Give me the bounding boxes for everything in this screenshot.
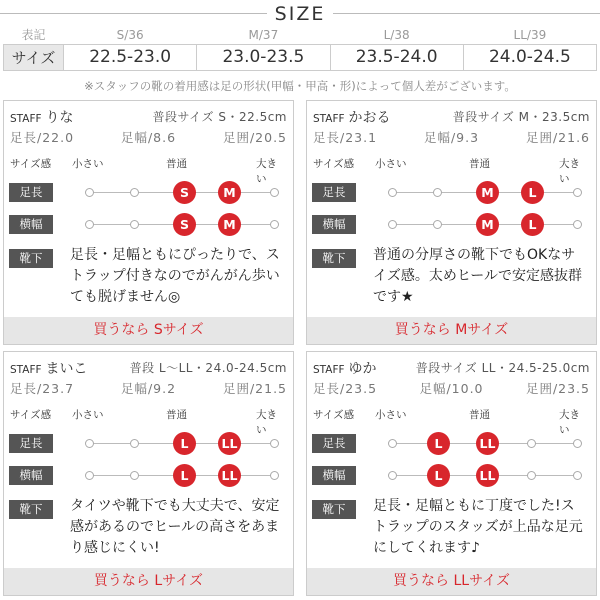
usual-size: 普段サイズ LL・24.5-25.0cm [415,361,590,375]
scale-header [313,156,590,185]
row-label-length: 足長 [9,183,53,202]
scale-dot [270,220,279,229]
scale-caption: サイズ感 [10,409,52,421]
scale-small: 小さい [375,409,407,421]
measurement: 足囲/23.5 [525,381,590,396]
staff-name: かおる [348,110,391,126]
size-marker: LL [218,432,241,455]
scale-dot [573,220,582,229]
size-marker: L [173,432,196,455]
recommended-size: 買うなら Mサイズ [307,317,596,344]
row-label-socks: 靴下 [9,249,53,268]
size-value-ll: 24.0-24.5 [463,44,596,70]
scale-dot [130,188,139,197]
scale-normal: 普通 [469,409,490,421]
scale-dot [573,471,582,480]
size-title [0,3,600,25]
row-label-length: 足長 [9,434,53,453]
scale-small: 小さい [72,158,104,170]
staff-label: STAFF [10,113,42,125]
recommended-size: 買うなら LLサイズ [307,568,596,595]
scale-dot [573,188,582,197]
row-label-length: 足長 [312,183,356,202]
measurement: 足囲/21.5 [222,381,287,396]
scale-small: 小さい [375,158,407,170]
scale-large: 大きい [256,409,277,436]
staff-name: まいこ [45,361,88,377]
size-marker: L [427,464,450,487]
header-s: S/36 [116,27,144,42]
usual-size: 普段サイズ M・23.5cm [452,110,590,124]
scale-dot [527,471,536,480]
row-label-width: 横幅 [9,466,53,485]
staff-card [306,100,597,345]
scale-header [10,156,287,185]
staff-comment: 普通の分厚さの靴下でもOKなサイズ感。太めヒールで安定感抜群です★ [373,247,583,305]
size-marker: LL [476,464,499,487]
scale-dot [433,220,442,229]
size-marker: M [476,181,499,204]
size-marker: M [476,213,499,236]
scale-dot [527,439,536,448]
staff-label: STAFF [313,113,345,125]
size-value-s: 22.5-23.0 [64,44,197,70]
measurement: 足幅/9.2 [120,381,177,396]
measurement: 足幅/8.6 [120,130,177,145]
measurement: 足長/22.0 [10,130,75,145]
usual-size: 普段 L〜LL・24.0-24.5cm [129,361,287,375]
size-marker: L [521,181,544,204]
size-marker: M [218,213,241,236]
scale-dot [85,188,94,197]
staff-comment: 足長・足幅ともに丁度でした!ストラップのスタッズが上品な足元にしてくれます♪ [373,498,583,556]
size-marker: LL [218,464,241,487]
usual-size: 普段サイズ S・22.5cm [152,110,287,124]
row-label-width: 横幅 [312,466,356,485]
foot-measurements [10,128,287,144]
row-label-width: 横幅 [9,215,53,234]
foot-measurements [313,128,590,144]
scale-dot [388,439,397,448]
row-label-socks: 靴下 [312,500,356,519]
scale-caption: サイズ感 [313,409,355,421]
staff-card [3,100,294,345]
scale-dot [270,471,279,480]
scale-dot [573,439,582,448]
scale-header [10,407,287,436]
header-m: M/37 [248,27,279,42]
scale-dot [388,188,397,197]
scale-dot [130,471,139,480]
foot-measurements [10,379,287,395]
scale-caption: サイズ感 [10,158,52,170]
header-l: L/38 [383,27,410,42]
size-marker: S [173,213,196,236]
staff-name: ゆか [348,361,377,377]
scale-normal: 普通 [469,158,490,170]
foot-measurements [313,379,590,395]
size-row-label: サイズ [4,44,64,70]
scale-small: 小さい [72,409,104,421]
scale-dot [270,439,279,448]
measurement: 足囲/21.6 [525,130,590,145]
measurement: 足幅/10.0 [419,381,484,396]
staff-header [313,107,590,125]
scale-dot [85,471,94,480]
scale-normal: 普通 [166,158,187,170]
size-value-m: 23.0-23.5 [197,44,330,70]
row-label-width: 横幅 [312,215,356,234]
size-table [3,26,597,71]
size-marker: LL [476,432,499,455]
measurement: 足長/23.1 [313,130,378,145]
staff-header [10,358,287,376]
scale-dot [85,439,94,448]
scale-dot [130,220,139,229]
header-ll: LL/39 [513,27,547,42]
size-table-values [4,44,597,70]
title-text: SIZE [267,3,334,25]
scale-large: 大きい [256,158,277,185]
size-marker: L [427,432,450,455]
row-label-socks: 靴下 [9,500,53,519]
staff-card [3,351,294,596]
scale-dot [433,188,442,197]
fit-note: ※スタッフの靴の着用感は足の形状(甲幅・甲高・形)によって個人差がございます。 [84,79,516,93]
row-label-socks: 靴下 [312,249,356,268]
scale-dot [130,439,139,448]
scale-large: 大きい [559,158,580,185]
scale-dot [270,188,279,197]
staff-comment: タイツや靴下でも大丈夫で、安定感があるのでヒールの高さをあまり感じにくい! [70,498,280,556]
measurement: 足幅/9.3 [423,130,480,145]
staff-header [10,107,287,125]
size-marker: S [173,181,196,204]
size-table-header [4,26,597,44]
measurement: 足長/23.7 [10,381,75,396]
measurement: 足囲/20.5 [222,130,287,145]
staff-label: STAFF [313,364,345,376]
size-value-l: 23.5-24.0 [330,44,463,70]
staff-name: りな [45,110,74,126]
scale-caption: サイズ感 [313,158,355,170]
scale-dot [388,471,397,480]
row-label-length: 足長 [312,434,356,453]
measurement: 足長/23.5 [313,381,378,396]
staff-label: STAFF [10,364,42,376]
staff-comment: 足長・足幅ともにぴったりで、ストラップ付きなのでがんがん歩いても脱げません◎ [70,247,280,305]
recommended-size: 買うなら Lサイズ [4,568,293,595]
scale-header [313,407,590,436]
size-marker: M [218,181,241,204]
recommended-size: 買うなら Sサイズ [4,317,293,344]
scale-dot [85,220,94,229]
size-marker: L [173,464,196,487]
scale-large: 大きい [559,409,580,436]
scale-normal: 普通 [166,409,187,421]
staff-card [306,351,597,596]
staff-header [313,358,590,376]
scale-dot [388,220,397,229]
header-notation: 表記 [21,28,46,43]
size-marker: L [521,213,544,236]
